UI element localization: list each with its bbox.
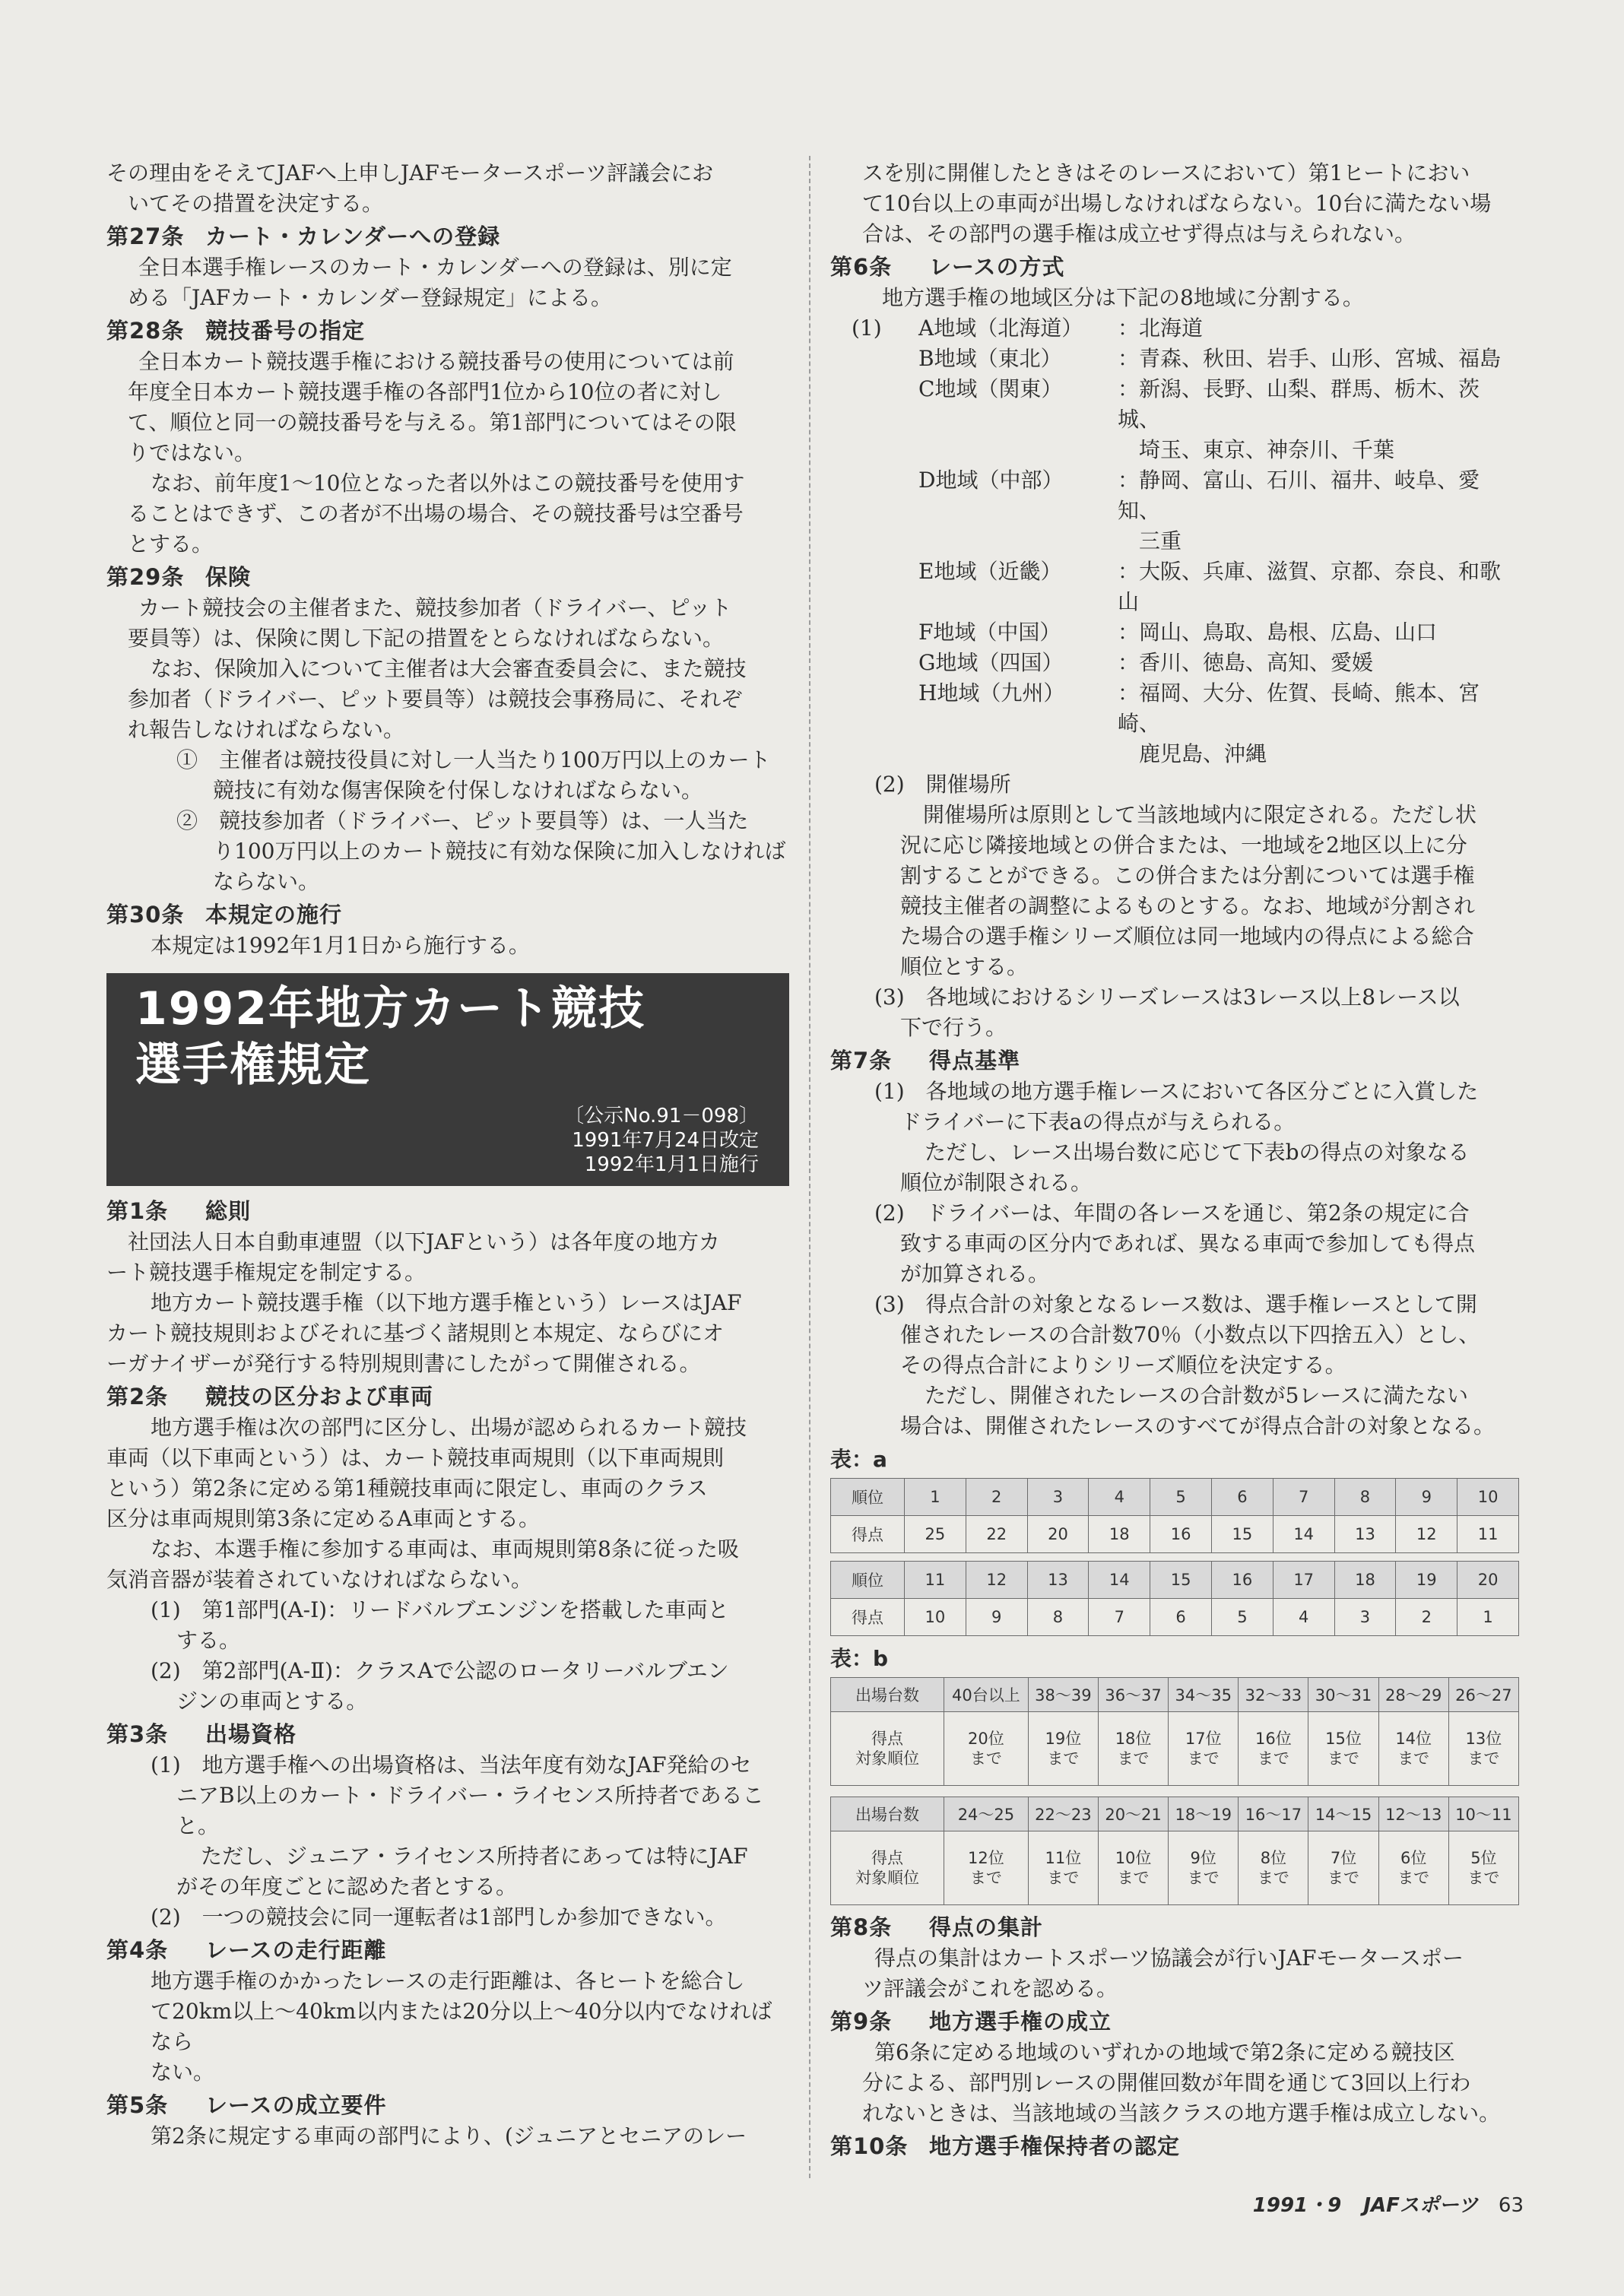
list-item: その得点合計によりシリーズ順位を決定する。 [900,1353,1346,1378]
paragraph: スを別に開催したときはそのレースにおいて）第1ヒートにおい [862,160,1470,186]
table-cell: 18位 まで [1098,1712,1168,1786]
region-name: A地域（北海道） [918,316,1083,341]
table-cell: 13位 まで [1448,1712,1518,1786]
table-cell: 26～27 [1448,1678,1518,1712]
paragraph: 第6条に定める地域のいずれかの地域で第2条に定める競技区 [874,2040,1455,2065]
table-cell: 36～37 [1098,1678,1168,1712]
article-heading: 第8条 得点の集計 [830,1914,1044,1940]
row-header: 順位 [831,1479,905,1516]
paragraph: 全日本カート競技選手権における競技番号の使用については前 [138,349,734,374]
list-item: (3) 得点合計の対象となるレース数は、選手権レースとして開 [874,1292,1477,1317]
table-cell: 13 [1027,1562,1089,1599]
list-item: ただし、開催されたレースの合計数が5レースに満たない [925,1383,1469,1408]
paragraph: ーガナイザーが発行する特別規則書にしたがって開催される。 [106,1351,701,1376]
paragraph: 要員等）は、保険に関し下記の措置をとらなければならない。 [128,626,725,651]
paragraph: という）第2条に定める第1種競技車両に限定し、車両のクラス [106,1476,708,1501]
paragraph: 況に応じ隣接地域との併合または、一地域を2地区以上に分 [900,832,1467,858]
article-heading: 第28条 競技番号の指定 [106,318,366,344]
list-item: (2) 第2部門(A-Ⅱ)：クラスAで公認のロータリーバルブエン [151,1658,729,1683]
list-item: (2) 一つの競技会に同一運転者は1部門しか参加できない。 [151,1904,727,1930]
table-cell: 15位 まで [1308,1712,1378,1786]
page-footer [1253,2190,1524,2218]
list-item: と。 [176,1813,220,1838]
region-row [830,678,1519,739]
table-cell: 14位 まで [1378,1712,1448,1786]
paragraph: ない。 [151,2060,215,2085]
region-name [918,739,1118,769]
paragraph: 参加者（ドライバー、ピット要員等）は競技会事務局に、それぞ [128,687,743,712]
regulation-title-banner [106,973,789,1186]
paragraph: れ報告しなければならない。 [128,717,405,742]
table-spacer [831,1553,1519,1562]
region-prefectures: ：香川、徳島、高知、愛媛 [1118,650,1374,675]
list-item: がその年度ごとに認めた者とする。 [176,1874,518,1899]
paragraph: とする。 [128,531,214,557]
list-item: ドライバーに下表aの得点が与えられる。 [900,1109,1296,1134]
table-cell: 32～33 [1239,1678,1308,1712]
banner-title: 選手権規定 [135,1039,371,1092]
table-cell: 18～19 [1169,1797,1239,1831]
row-header: 得点 [831,1516,905,1553]
region-number [830,648,918,678]
points-table-a [830,1478,1519,1636]
region-number [830,374,918,435]
region-number [830,465,918,526]
intro-line: いてその措置を決定する。 [128,191,384,216]
paragraph: 地方選手権は次の部門に区分し、出場が認められるカート競技 [151,1415,747,1440]
banner-title: 1992年地方カート競技 [135,982,645,1035]
table-cell: 13 [1334,1516,1396,1553]
table-row [831,1678,1519,1712]
article-heading: 第29条 保険 [106,564,252,590]
table-row [831,1712,1519,1786]
list-item: 下で行う。 [900,1015,1007,1040]
banner-dates [572,1128,759,1177]
table-row [831,1562,1519,1599]
table-cell: 20位 まで [944,1712,1029,1786]
table-cell: 11 [1457,1516,1519,1553]
left-column [106,158,789,2152]
region-number: (1) [852,316,882,341]
table-cell: 10～11 [1448,1797,1518,1831]
article-heading: 第10条 地方選手権保持者の認定 [830,2133,1181,2159]
region-row [830,465,1519,526]
row-header: 得点 対象順位 [831,1712,944,1786]
points-table-b [830,1677,1519,1905]
list-item: (2) ドライバーは、年間の各レースを通じ、第2条の規定に合 [874,1200,1470,1226]
region-prefectures: ：北海道 [1118,316,1204,341]
paragraph: なお、前年度1～10位となった者以外はこの競技番号を使用す [151,471,745,496]
paragraph: 気消音器が装着されていなければならない。 [106,1567,533,1592]
table-cell: 15 [1150,1562,1212,1599]
paragraph: れないときは、当該地域の当該クラスの地方選手権は成立しない。 [862,2101,1501,2126]
region-row [830,739,1519,769]
table-cell: 20 [1027,1516,1089,1553]
table-cell: 1 [1457,1599,1519,1636]
spacer-cell [831,1553,1519,1562]
row-header: 得点 対象順位 [831,1831,944,1905]
list-item: する。 [176,1628,241,1653]
table-cell: 12～13 [1378,1797,1448,1831]
intro-line: その理由をそえてJAFへ上申しJAFモータースポーツ評議会にお [106,160,714,186]
paragraph: ート競技選手権規定を制定する。 [106,1260,427,1285]
article-heading: 第2条 競技の区分および車両 [106,1384,434,1410]
paragraph: 得点の集計はカートスポーツ協議会が行いJAFモータースポー [874,1946,1464,1971]
row-header: 出場台数 [831,1797,944,1831]
paragraph: 地方カート競技選手権（以下地方選手権という）レースはJAF [151,1290,742,1315]
table-cell: 20～21 [1098,1797,1168,1831]
table-cell: 18 [1089,1516,1150,1553]
list-item: (3) 各地域におけるシリーズレースは3レース以上8レース以 [874,985,1460,1010]
region-row [830,344,1519,374]
list-item: が加算される。 [900,1261,1050,1286]
table-cell: 14 [1273,1516,1334,1553]
paragraph: 地方選手権の地域区分は下記の8地域に分割する。 [882,285,1364,310]
table-cell: 2 [1396,1599,1457,1636]
paragraph: ることはできず、この者が不出場の場合、その競技番号は空番号 [128,501,744,526]
region-prefectures: ：岡山、鳥取、島根、広島、山口 [1118,620,1438,645]
paragraph: 順位とする。 [900,954,1029,979]
table-cell: 12 [1396,1516,1457,1553]
paragraph: カート競技会の主催者また、競技参加者（ドライバー、ピット [138,595,732,620]
region-prefectures: 埼玉、東京、神奈川、千葉 [1118,437,1395,462]
table-cell: 7位 まで [1308,1831,1378,1905]
revised-date: 1991年7月24日改定 [572,1129,759,1152]
table-cell: 5位 まで [1448,1831,1518,1905]
article-heading: 第27条 カート・カレンダーへの登録 [106,224,501,249]
table-cell: 7 [1273,1479,1334,1516]
spacer-cell [831,1786,1519,1797]
list-item: り100万円以上のカート競技に有効な保険に加入しなければ [213,839,786,864]
paragraph: 全日本選手権レースのカート・カレンダーへの登録は、別に定 [138,255,732,280]
table-cell: 6 [1150,1599,1212,1636]
list-item: ニアB以上のカート・ドライバー・ライセンス所持者であるこ [176,1783,764,1808]
region-prefectures: ：福岡、大分、佐賀、長崎、熊本、宮崎、 [1118,680,1480,736]
paragraph: 分による、部門別レースの開催回数が年間を通じて3回以上行わ [862,2070,1471,2095]
article-heading: 第1条 総則 [106,1198,252,1224]
paragraph: 競技主催者の調整によるものとする。なお、地域が分割され [900,893,1476,918]
table-row [831,1516,1519,1553]
region-number [830,557,918,617]
table-row [831,1831,1519,1905]
table-cell: 11位 まで [1028,1831,1098,1905]
page-number: 63 [1498,2194,1524,2217]
region-name [918,435,1118,465]
paragraph: 区分は車両規則第3条に定めるA車両とする。 [106,1506,541,1531]
paragraph: て20km以上～40km以内または20分以上～40分以内でなければなら [151,1999,772,2054]
table-cell: 16 [1150,1516,1212,1553]
list-item: 催されたレースの合計数70％（小数点以下四捨五入）とし、 [900,1322,1480,1347]
region-name [918,526,1118,557]
table-cell: 1 [905,1479,966,1516]
region-row [830,435,1519,465]
table-cell: 30～31 [1308,1678,1378,1712]
article-heading: 第7条 得点基準 [830,1048,1021,1073]
table-cell: 5 [1211,1599,1273,1636]
table-a-label: 表：a [830,1447,887,1472]
right-column [830,158,1519,2162]
paragraph: なお、保険加入について主催者は大会審査委員会に、また競技 [151,656,747,681]
paragraph: て10台以上の車両が出場しなければならない。10台に満たない場 [862,191,1492,216]
paragraph: た場合の選手権シリーズ順位は同一地域内の得点による総合 [900,924,1474,949]
table-cell: 5 [1150,1479,1212,1516]
table-cell: 16～17 [1239,1797,1308,1831]
region-name: G地域（四国） [918,650,1064,675]
region-number [830,344,918,374]
region-row [830,374,1519,435]
magazine-name: JAFスポーツ [1363,2194,1478,2217]
list-item: ① 主催者は競技役員に対し一人当たり100万円以上のカート [176,747,771,772]
article-heading: 第5条 レースの成立要件 [106,2092,387,2118]
paragraph: 社団法人日本自動車連盟（以下JAFという）は各年度の地方カ [128,1229,720,1254]
table-cell: 6 [1211,1479,1273,1516]
region-row [830,557,1519,617]
row-header: 得点 [831,1599,905,1636]
article-heading: 第30条 本規定の施行 [106,902,343,928]
table-cell: 34～35 [1169,1678,1239,1712]
region-row [830,526,1519,557]
table-row [831,1479,1519,1516]
notice-number: 〔公示No.91－098〕 [564,1105,759,1127]
article-heading: 第4条 レースの走行距離 [106,1937,387,1963]
region-number [830,435,918,465]
paragraph: ツ評議会がこれを認める。 [862,1976,1118,2001]
table-cell: 15 [1211,1516,1273,1553]
table-cell: 16 [1211,1562,1273,1599]
table-row [831,1797,1519,1831]
region-list [830,313,1519,769]
list-item: 致する車両の区分内であれば、異なる車両で参加しても得点 [900,1231,1476,1256]
table-cell: 17 [1273,1562,1334,1599]
list-item: 競技に有効な傷害保険を付保しなければならない。 [213,778,703,803]
table-cell: 9 [1396,1479,1457,1516]
table-b-label: 表：b [830,1646,889,1671]
paragraph: りではない。 [128,440,256,465]
region-name: B地域（東北） [918,346,1062,371]
region-row [830,617,1519,648]
table-cell: 25 [905,1516,966,1553]
paragraph: なお、本選手権に参加する車両は、車両規則第8条に従った吸 [151,1536,739,1562]
table-cell: 14～15 [1308,1797,1378,1831]
region-prefectures: ：青森、秋田、岩手、山形、宮城、福島 [1118,346,1502,371]
paragraph: 開催場所は原則として当該地域内に限定される。ただし状 [923,802,1477,827]
region-number [830,617,918,648]
table-cell: 4 [1089,1479,1150,1516]
region-prefectures: 鹿児島、沖縄 [1118,741,1267,766]
row-header: 出場台数 [831,1678,944,1712]
region-row [830,648,1519,678]
table-cell: 16位 まで [1239,1712,1308,1786]
table-cell: 14 [1089,1562,1150,1599]
paragraph: める「JAFカート・カレンダー登録規定」による。 [128,285,613,310]
article-heading: 第9条 地方選手権の成立 [830,2009,1112,2034]
table-cell: 7 [1089,1599,1150,1636]
paragraph: 本規定は1992年1月1日から施行する。 [151,933,530,958]
region-name: D地域（中部） [918,468,1064,493]
list-item: ② 競技参加者（ドライバー、ピット要員等）は、一人当た [176,808,749,833]
table-cell: 10 [905,1599,966,1636]
table-cell: 19 [1396,1562,1457,1599]
list-item: 順位が制限される。 [900,1170,1093,1195]
region-number [830,526,918,557]
table-row [831,1599,1519,1636]
table-cell: 2 [966,1479,1027,1516]
column-divider [809,156,810,2178]
paragraph: 年度全日本カート競技選手権の各部門1位から10位の者に対し [128,379,722,404]
region-prefectures: ：静岡、富山、石川、福井、岐阜、愛知、 [1118,468,1480,523]
table-cell: 19位 まで [1028,1712,1098,1786]
table-cell: 22 [966,1516,1027,1553]
region-name: F地域（中国） [918,620,1061,645]
paragraph: て、順位と同一の競技番号を与える。第1部門についてはその限 [128,410,737,435]
table-cell: 38～39 [1028,1678,1098,1712]
region-prefectures: ：新潟、長野、山梨、群馬、栃木、茨城、 [1118,376,1480,432]
paragraph: 合は、その部門の選手権は成立せず得点は与えられない。 [862,221,1416,246]
list-item: ただし、レース出場台数に応じて下表bの得点の対象なる [925,1140,1470,1165]
paragraph: カート競技規則およびそれに基づく諸規則と本規定、ならびにオ [106,1321,725,1346]
region-prefectures: ：大阪、兵庫、滋賀、京都、奈良、和歌山 [1118,559,1502,614]
article-heading: 第6条 レースの方式 [830,254,1065,280]
paragraph: 地方選手権のかかったレースの走行距離は、各ヒートを総合し [151,1968,745,1993]
table-cell: 17位 まで [1169,1712,1239,1786]
issue-date: 1991・9 [1252,2194,1342,2217]
region-number [830,678,918,739]
table-cell: 12 [966,1562,1027,1599]
table-spacer [831,1786,1519,1797]
paragraph: 第2条に規定する車両の部門により、(ジュニアとセニアのレー [151,2123,747,2149]
table-cell: 6位 まで [1378,1831,1448,1905]
list-item: (1) 各地域の地方選手権レースにおいて各区分ごとに入賞した [874,1079,1479,1104]
article-heading: 第3条 出場資格 [106,1721,297,1747]
table-cell: 12位 まで [944,1831,1029,1905]
list-item: ならない。 [213,869,320,894]
table-cell: 10位 まで [1098,1831,1168,1905]
table-cell: 9 [966,1599,1027,1636]
table-cell: 18 [1334,1562,1396,1599]
region-number [830,739,918,769]
table-cell: 11 [905,1562,966,1599]
region-row [830,313,1519,344]
sub-heading: (2) 開催場所 [874,772,1011,797]
table-cell: 28～29 [1378,1678,1448,1712]
region-name: C地域（関東） [918,376,1063,401]
list-item: ただし、ジュニア・ライセンス所持者にあっては特にJAF [201,1844,748,1869]
table-cell: 8 [1334,1479,1396,1516]
table-cell: 8 [1027,1599,1089,1636]
table-cell: 4 [1273,1599,1334,1636]
region-prefectures: 三重 [1118,528,1182,553]
region-name: H地域（九州） [918,680,1065,706]
paragraph: 割することができる。この併合または分割については選手権 [900,863,1475,888]
row-header: 順位 [831,1562,905,1599]
table-cell: 24～25 [944,1797,1029,1831]
list-item: ジンの車両とする。 [176,1689,368,1714]
table-cell: 3 [1027,1479,1089,1516]
table-cell: 10 [1457,1479,1519,1516]
region-name: E地域（近畿） [918,559,1062,584]
table-cell: 3 [1334,1599,1396,1636]
table-cell: 9位 まで [1169,1831,1239,1905]
table-cell: 20 [1457,1562,1519,1599]
list-item: (1) 地方選手権への出場資格は、当法年度有効なJAF発給のセ [151,1752,752,1777]
table-cell: 8位 まで [1239,1831,1308,1905]
effective-date: 1992年1月1日施行 [584,1153,759,1176]
list-item: 場合は、開催されたレースのすべてが得点合計の対象となる。 [900,1413,1496,1438]
paragraph: 車両（以下車両という）は、カート競技車両規則（以下車両規則 [106,1445,725,1470]
list-item: (1) 第1部門(A-Ⅰ)：リードバルブエンジンを搭載した車両と [151,1597,729,1622]
table-cell: 40台以上 [944,1678,1029,1712]
table-cell: 22～23 [1028,1797,1098,1831]
